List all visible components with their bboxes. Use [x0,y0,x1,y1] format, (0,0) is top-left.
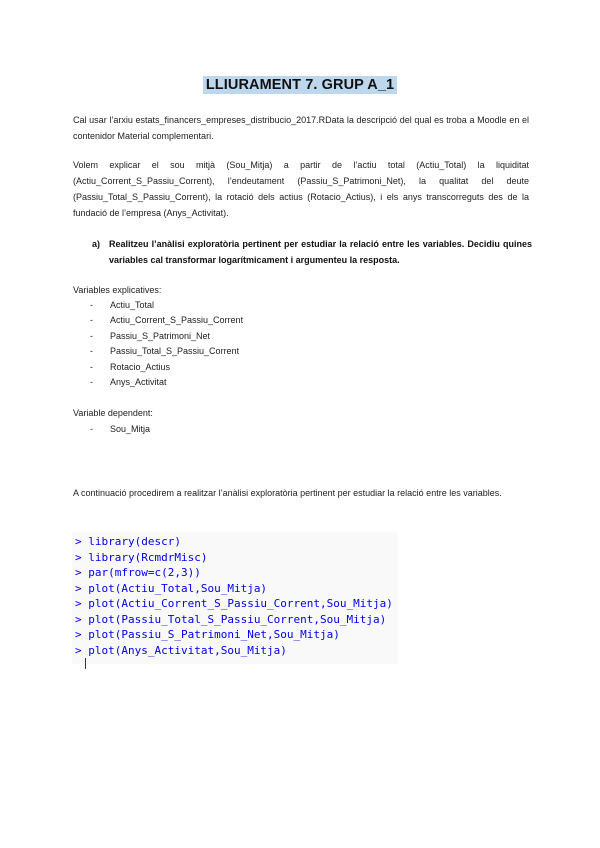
variable-name: Anys_Activitat [110,376,167,387]
bullet-dash: - [90,376,93,387]
code-text: plot(Anys_Activitat,Sou_Mitja) [88,643,287,657]
variable-name: Rotacio_Actius [110,361,171,372]
code-text: par(mfrow=c(2,3)) [88,566,201,579]
code-line [72,534,398,550]
page-title: LLIURAMENT 7. GRUP A_1 [203,76,397,94]
code-line [72,627,398,643]
r-console-code [72,532,398,664]
code-text: plot(Passiu_S_Patrimoni_Net,Sou_Mitja) [88,628,340,641]
console-prompt: > [75,566,82,579]
variable-name: Actiu_Total [110,300,155,310]
code-line [72,581,398,597]
bullet-dash: - [90,346,93,357]
code-line [72,550,398,566]
console-prompt: > [75,628,82,641]
console-prompt: > [75,612,82,626]
bullet-dash: - [90,315,93,326]
text-cursor [85,658,86,669]
list-item [90,375,243,390]
code-text: library(descr) [88,535,181,548]
console-prompt: > [75,597,82,610]
list-item [90,329,243,344]
list-item [90,422,150,437]
variable-name: Actiu_Corrent_S_Passiu_Corrent [110,315,244,326]
code-line [72,596,398,612]
variable-name: Sou_Mitja [110,424,151,434]
variable-name: Passiu_S_Patrimoni_Net [110,330,211,341]
list-item [90,344,243,359]
code-text: library(RcmdrMisc) [88,550,208,564]
continuation-paragraph: A continuació procedirem a realitzar l’anàlisi exploratòria pertinent per estudiar la relació entre les variables. [73,488,502,498]
explanatory-heading: Variables explicatives: [73,285,162,295]
code-line [72,612,398,628]
bullet-dash: - [90,330,93,341]
question-label: a) [92,239,101,249]
code-text: plot(Actiu_Total,Sou_Mitja) [88,581,268,595]
console-prompt: > [75,550,82,564]
bullet-dash: - [90,361,93,372]
dependent-list [90,422,150,437]
console-prompt: > [75,643,82,657]
question-text: Realitzeu l’anàlisi exploratòria pertinent per estudiar la relació entre les variables. Decidiu quines variables cal transformar logarítmicament i argumenteu la resposta. [109,239,532,265]
intro-paragraph: Cal usar l’arxiu estats_financers_empreses_distribucio_2017.RData la descripció del qual es troba a Moodle en el contenidor Material complementari. [73,115,529,141]
code-text: plot(Actiu_Corrent_S_Passiu_Corrent,Sou_Mitja) [88,597,393,610]
console-prompt: > [75,535,82,548]
console-prompt: > [75,581,82,595]
list-item [90,298,243,313]
variable-name: Passiu_Total_S_Passiu_Corrent [110,346,240,357]
question-a [92,236,532,268]
dependent-heading: Variable dependent: [73,408,153,418]
list-item [90,360,243,375]
bullet-dash: - [90,300,93,310]
bullet-dash: - [90,424,93,434]
title-wrapper [0,76,600,94]
code-line [72,643,398,659]
explanatory-list [90,298,243,390]
list-item [90,313,243,328]
objective-paragraph: Volem explicar el sou mitjà (Sou_Mitja) a partir de l’actiu total (Actiu_Total) la liquiditat (Actiu_Corrent_S_Passiu_Corrent), l’endeutament (Passiu_S_Patrimoni_Net), la qualitat del deute (Passiu_Total_S_Passiu_Corrent), la rotació dels actius (Rotacio_Actius), i els anys transcorreguts des de la fundació de l’empresa (Anys_Activitat). [73,160,529,218]
code-line [72,565,398,581]
code-text: plot(Passiu_Total_S_Passiu_Corrent,Sou_Mitja) [88,612,387,626]
